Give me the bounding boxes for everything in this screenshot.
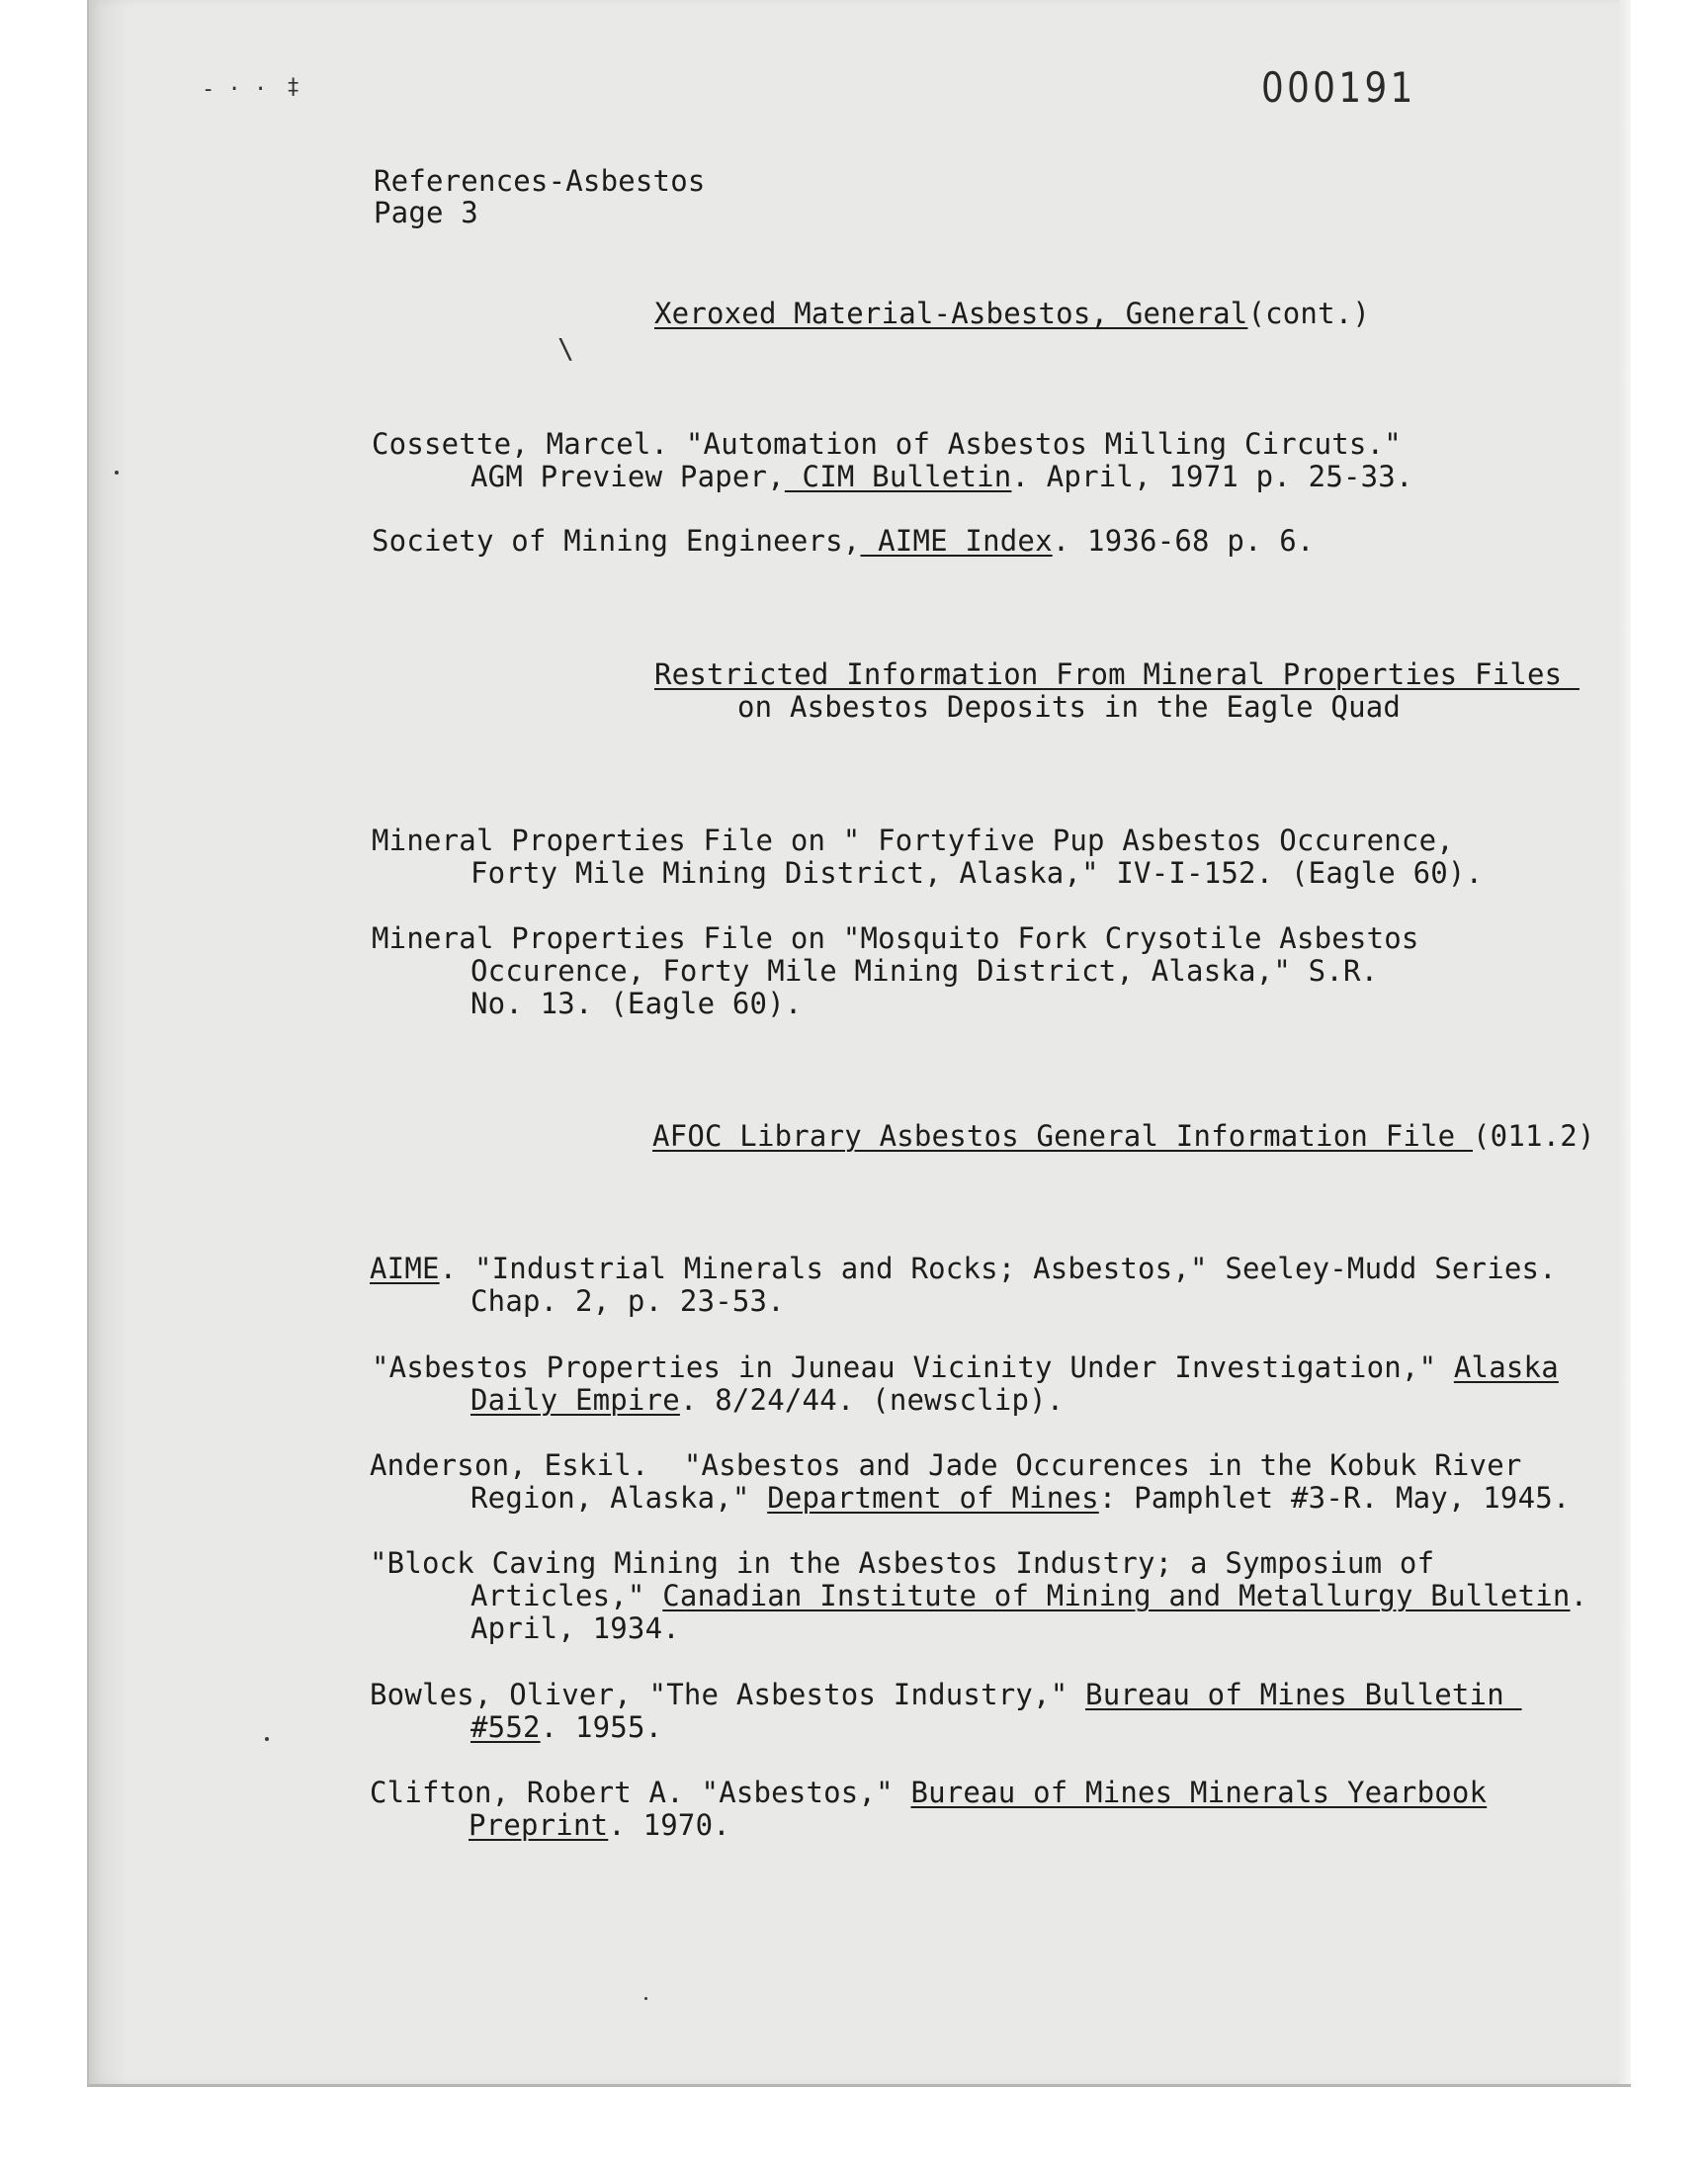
publication-title: AIME Index bbox=[860, 524, 1053, 558]
section-heading-suffix: (cont.) bbox=[1247, 297, 1371, 330]
reference-entry-cont: April, 1934. bbox=[470, 1611, 680, 1645]
scan-shadow bbox=[89, 0, 128, 2084]
scan-speck: \ bbox=[557, 332, 574, 365]
publication-title: AIME bbox=[370, 1252, 440, 1285]
scan-speck bbox=[644, 1997, 647, 2000]
section-heading-line2: on Asbestos Deposits in the Eagle Quad bbox=[737, 690, 1402, 724]
reference-entry: Mineral Properties File on " Fortyfive Pup Asbestos Occurence, bbox=[372, 824, 1454, 857]
section-heading-text: AFOC Library Asbestos General Information File bbox=[652, 1119, 1473, 1153]
text-segment: . 1936-68 p. 6. bbox=[1052, 524, 1315, 558]
publication-title: Department of Mines bbox=[767, 1481, 1099, 1515]
reference-entry: Anderson, Eskil. "Asbestos and Jade Occurences in the Kobuk River bbox=[370, 1448, 1522, 1482]
section-heading-suffix: (011.2) bbox=[1473, 1119, 1595, 1153]
text-segment: Society of Mining Engineers, bbox=[372, 524, 861, 558]
text-segment: . 8/24/44. (newsclip). bbox=[679, 1383, 1065, 1417]
section-heading bbox=[654, 297, 1370, 330]
reference-entry-cont bbox=[470, 1579, 1587, 1612]
header-title: References-Asbestos bbox=[374, 164, 706, 198]
reference-entry-cont: Occurence, Forty Mile Mining District, Alaska," S.R. bbox=[470, 954, 1379, 988]
publication-title: Daily Empire bbox=[470, 1383, 680, 1417]
publication-title: Preprint bbox=[469, 1808, 609, 1842]
reference-entry-cont bbox=[470, 1710, 662, 1744]
reference-entry: Mineral Properties File on "Mosquito Fork Crysotile Asbestos bbox=[372, 921, 1419, 955]
publication-title: Alaska bbox=[1453, 1350, 1559, 1384]
document-number-stamp: 000191 bbox=[1261, 63, 1416, 112]
text-segment: : Pamphlet #3-R. May, 1945. bbox=[1098, 1481, 1571, 1515]
publication-title: Bureau of Mines Minerals Yearbook bbox=[910, 1776, 1488, 1809]
reference-entry-cont bbox=[470, 460, 1413, 493]
reference-entry: Cossette, Marcel. "Automation of Asbestos Milling Circuts." bbox=[372, 427, 1402, 461]
text-segment: . bbox=[1570, 1579, 1588, 1612]
text-segment: . 1970. bbox=[608, 1808, 730, 1842]
reference-entry bbox=[372, 1350, 1559, 1384]
text-segment: Articles," bbox=[470, 1579, 663, 1612]
text-segment: "Asbestos Properties in Juneau Vicinity Under Investigation," bbox=[372, 1350, 1454, 1384]
publication-title: CIM Bulletin bbox=[784, 460, 1012, 493]
text-segment: AGM Preview Paper, bbox=[470, 460, 785, 493]
reference-entry-cont: Forty Mile Mining District, Alaska," IV-I-152. (Eagle 60). bbox=[470, 856, 1484, 890]
reference-entry bbox=[372, 524, 1315, 558]
section-heading-text: Restricted Information From Mineral Properties Files bbox=[654, 657, 1580, 691]
text-segment: . 1955. bbox=[540, 1710, 663, 1744]
scan-speck: ‡ bbox=[287, 75, 300, 100]
text-segment: . April, 1971 p. 25-33. bbox=[1011, 460, 1413, 493]
reference-entry bbox=[370, 1678, 1522, 1711]
publication-title: Bureau of Mines Bulletin bbox=[1085, 1678, 1522, 1711]
section-heading bbox=[654, 657, 1580, 691]
reference-entry: "Block Caving Mining in the Asbestos Industry; a Symposium of bbox=[370, 1546, 1435, 1580]
reference-entry-cont: Chap. 2, p. 23-53. bbox=[470, 1284, 785, 1318]
scan-speck: - · · bbox=[202, 77, 268, 102]
reference-entry-cont bbox=[469, 1808, 730, 1842]
reference-entry-cont bbox=[470, 1481, 1571, 1515]
publication-title: #552 bbox=[470, 1710, 541, 1744]
section-heading bbox=[652, 1119, 1595, 1153]
scan-speck bbox=[115, 471, 119, 475]
reference-entry-cont bbox=[470, 1383, 1064, 1417]
text-segment: . "Industrial Minerals and Rocks; Asbestos," Seeley-Mudd Series. bbox=[439, 1252, 1557, 1285]
publication-title: Canadian Institute of Mining and Metallurgy Bulletin bbox=[662, 1579, 1571, 1612]
page-edge bbox=[1619, 0, 1631, 2084]
text-segment: Bowles, Oliver, "The Asbestos Industry," bbox=[370, 1678, 1086, 1711]
reference-entry-cont: No. 13. (Eagle 60). bbox=[470, 987, 803, 1020]
header-page: Page 3 bbox=[374, 196, 478, 229]
reference-entry bbox=[370, 1252, 1557, 1285]
text-segment: Region, Alaska," bbox=[470, 1481, 768, 1515]
section-heading-text: Xeroxed Material-Asbestos, General bbox=[654, 297, 1248, 330]
scan-speck bbox=[265, 1737, 269, 1741]
text-segment: Clifton, Robert A. "Asbestos," bbox=[370, 1776, 911, 1809]
reference-entry bbox=[370, 1776, 1487, 1809]
